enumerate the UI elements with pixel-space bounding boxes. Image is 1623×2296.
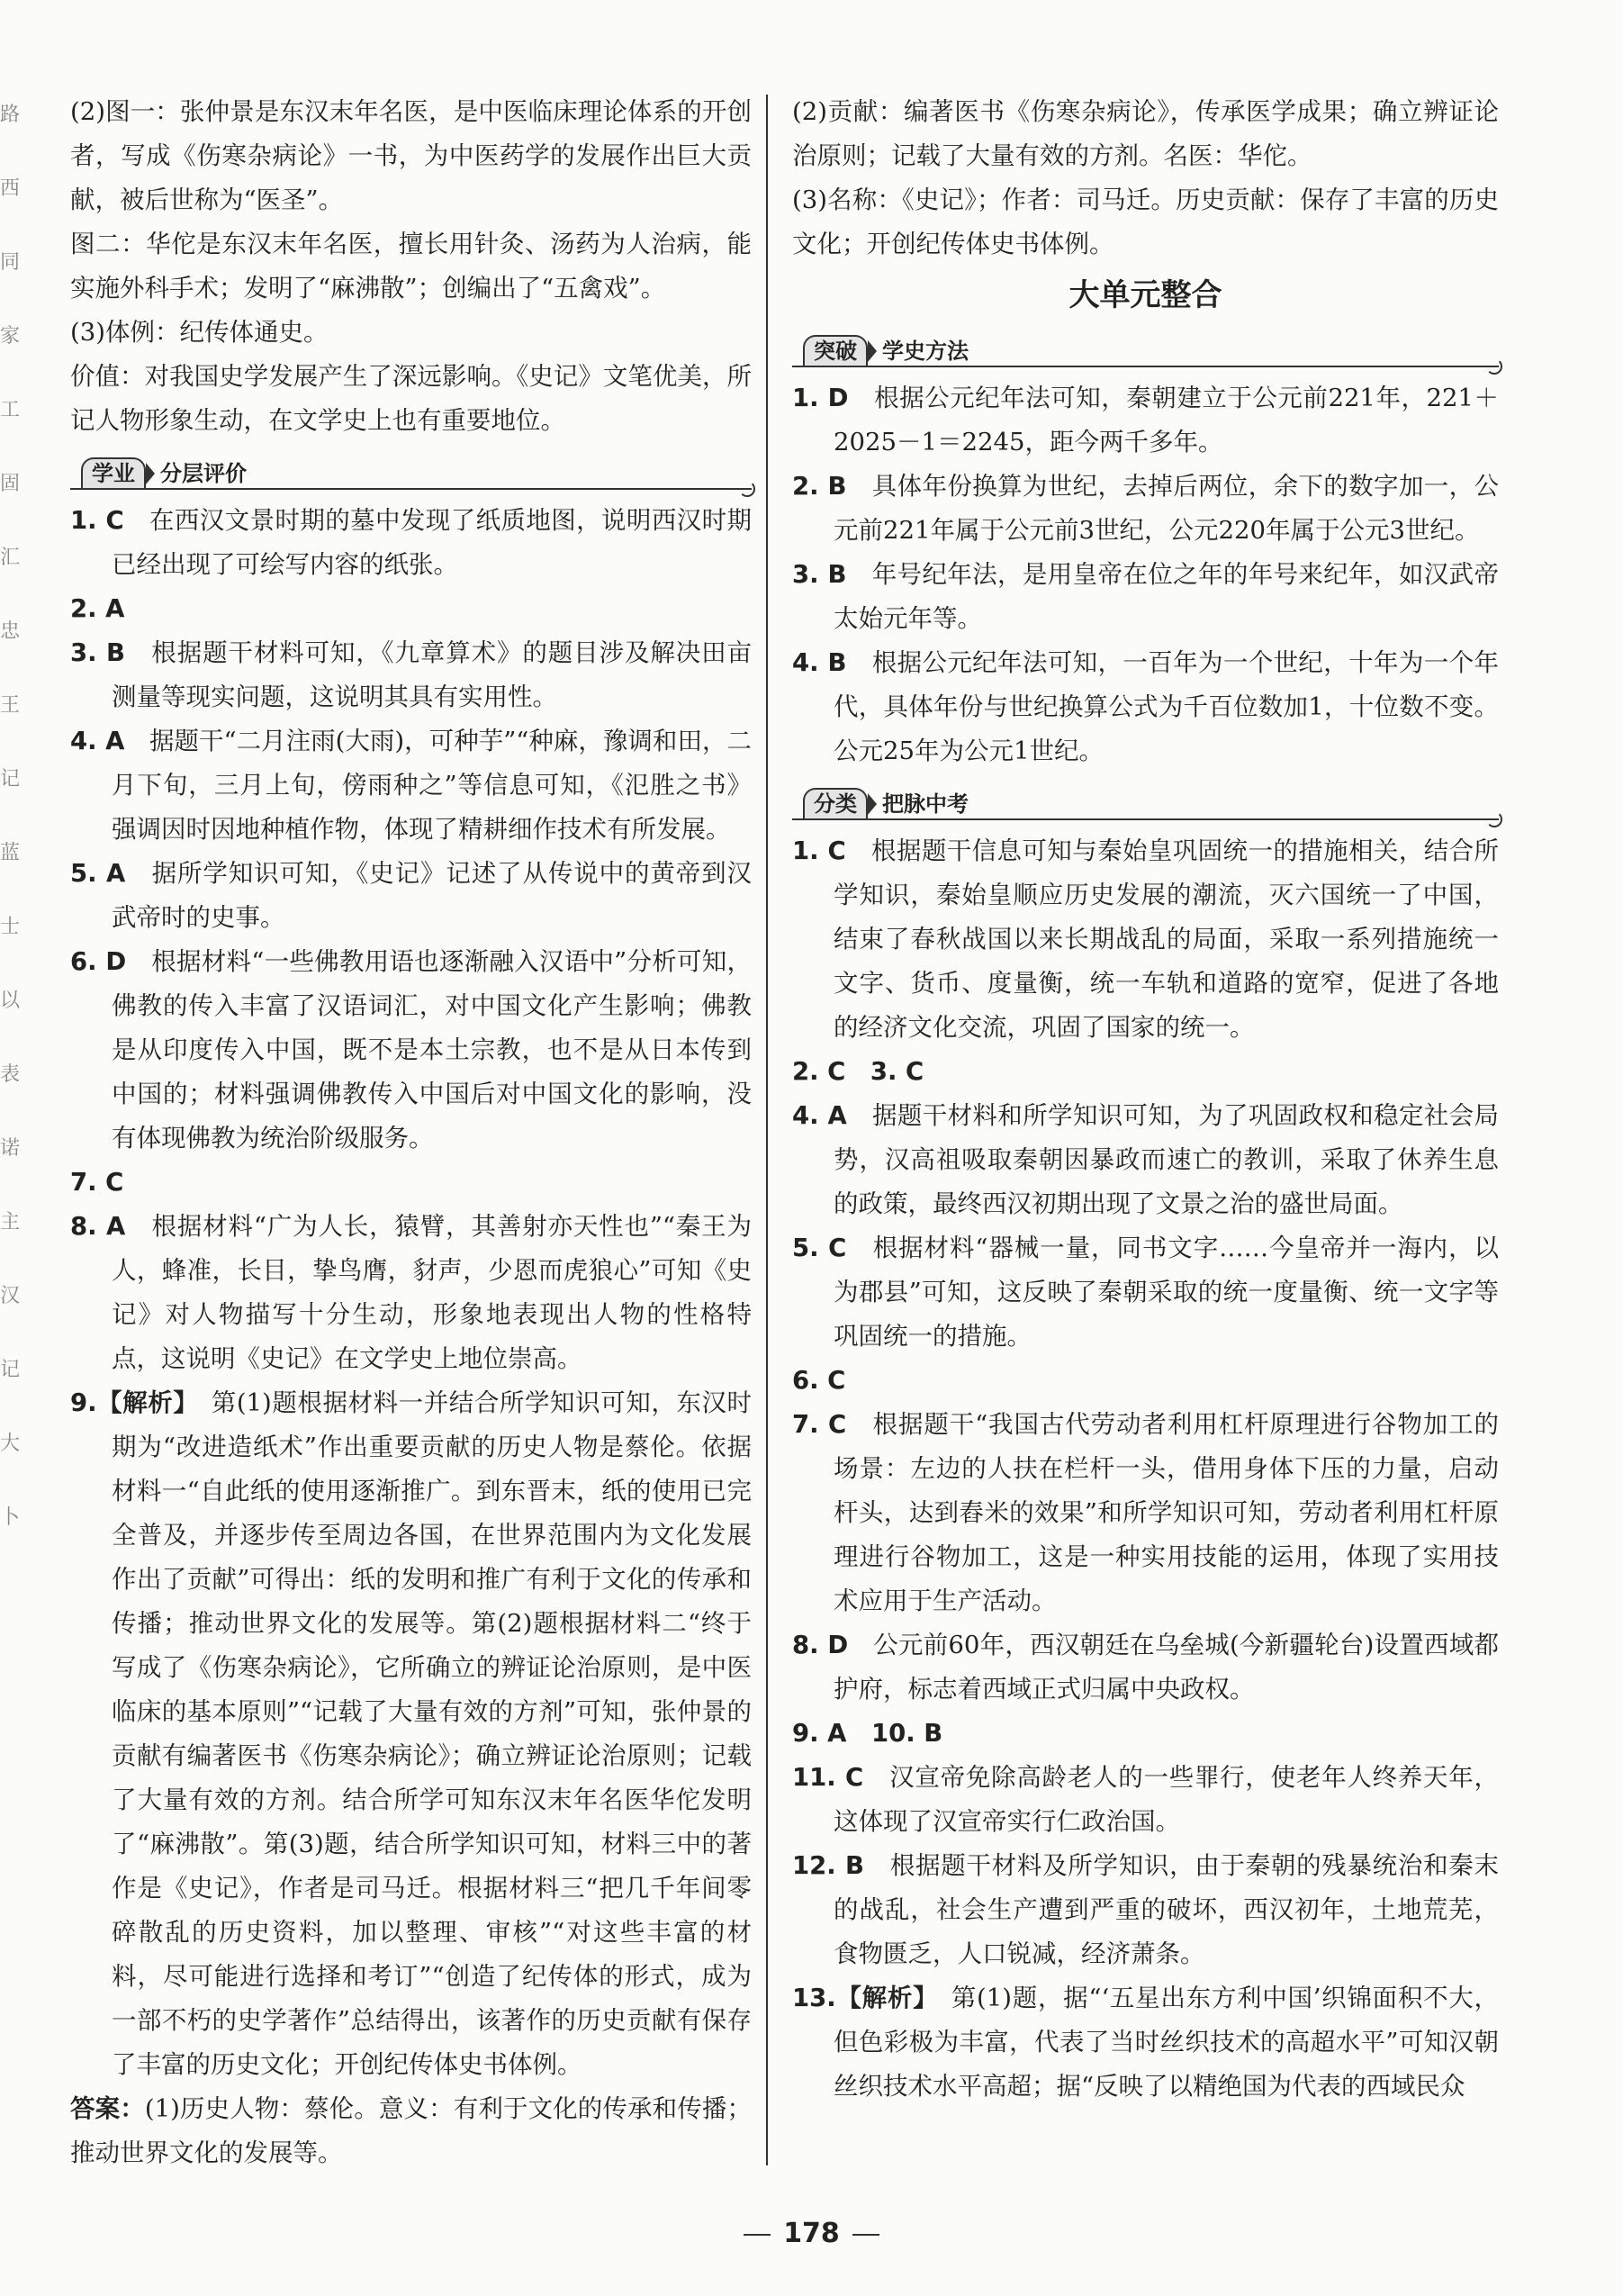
answer-paragraph — [70, 2087, 752, 2175]
page-number — [0, 2218, 1623, 2249]
answer-list — [70, 499, 752, 2087]
answer-explanation: 具体年份换算为世纪，去掉后两位，余下的数字加一，公元前221年属于公元前3世纪，公元220年属于公元3世纪。 — [834, 472, 1499, 545]
answer-item — [792, 829, 1499, 1050]
answer-explanation: 根据题干材料及所学知识，由于秦朝的残暴统治和秦末的战乱，社会生产遭到严重的破坏，西汉初年，土地荒芜，食物匮乏，人口锐减，经济萧条。 — [834, 1851, 1499, 1968]
answer-number: 12. B — [792, 1851, 864, 1880]
answer-item — [792, 465, 1499, 553]
answer-number: 5. C — [792, 1234, 847, 1262]
answer-item — [70, 852, 752, 940]
edge-char: 记 — [0, 1359, 21, 1381]
answer-item — [70, 587, 752, 631]
unit-title: 大单元整合 — [1068, 277, 1222, 313]
page-dash-left — [744, 2234, 771, 2236]
edge-char: 汇 — [0, 547, 21, 569]
answer-explanation: 根据题干“我国古代劳动者利用杠杆原理进行谷物加工的场景：左边的人扶在栏杆一头，借用身体下压的力量，启动杆头，达到舂米的效果”和所学知识可知，劳动者利用杠杆原理进行谷物加工，这是一种实用技能的运用，体现了实用技术应用于生产活动。 — [834, 1410, 1500, 1615]
answer-list — [792, 829, 1499, 2109]
edge-char: 主 — [0, 1211, 21, 1234]
edge-char: 王 — [0, 694, 21, 717]
answer-number: 8. D — [792, 1631, 849, 1659]
edge-char: 忠 — [0, 620, 21, 643]
answer-explanation: 根据题干信息可知与秦始皇巩固统一的措施相关，结合所学知识，秦始皇顺应历史发展的潮流，灭六国统一了中国，结束了春秋战国以来长期战乱的局面，采取一系列措施统一文字、货币、度量衡，统一车轨和道路的宽窄，促进了各地的经济文化交流，巩固了国家的统一。 — [834, 836, 1500, 1042]
answer-item — [70, 719, 752, 852]
answer-label: 答案： — [70, 2094, 145, 2123]
edge-char: 路 — [0, 104, 21, 126]
edge-char: 记 — [0, 768, 21, 791]
answer-text: (1)历史人物：蔡伦。意义：有利于文化的传承和传播；推动世界文化的发展等。 — [70, 2094, 753, 2167]
left-edge-bleed — [0, 90, 21, 2161]
answer-number: 9. A 10. B — [792, 1719, 943, 1748]
edge-char: 同 — [0, 251, 21, 274]
answer-number: 2. B — [792, 472, 847, 501]
answer-explanation: 公元前60年，西汉朝廷在乌垒城(今新疆轮台)设置西域都护府，标志着西域正式归属中央政权。 — [834, 1631, 1499, 1704]
edge-char: 汉 — [0, 1285, 21, 1307]
answer-number: 6. C — [792, 1366, 846, 1395]
answer-explanation: 根据材料“器械一量，同书文字……今皇帝并一海内，以为郡县”可知，这反映了秦朝采取的统一度量衡、统一文字等巩固统一的措施。 — [834, 1234, 1499, 1351]
edge-char: 表 — [0, 1063, 21, 1086]
answer-explanation: 第(1)题，据“‘五星出东方利中国’织锦面积不大，但色彩极为丰富，代表了当时丝织技术的高超水平”可知汉朝丝织技术水平高超；据“反映了以精绝国为代表的西域民众 — [834, 1984, 1500, 2101]
answer-number: 8. A — [70, 1212, 126, 1241]
answer-item — [792, 1976, 1499, 2109]
answer-explanation: 根据公元纪年法可知，一百年为一个世纪，十年为一个年代，具体年份与世纪换算公式为千百位数加1，十位数不变。公元25年为公元1世纪。 — [834, 648, 1499, 765]
answer-number: 7. C — [792, 1410, 847, 1439]
column-divider — [766, 95, 768, 2165]
answer-item — [792, 1712, 1499, 1756]
answer-number: 13.【解析】 — [792, 1984, 926, 2012]
answer-item — [792, 1756, 1499, 1844]
answer-explanation: 根据公元纪年法可知，秦朝建立于公元前221年，221＋2025－1＝2245，距今两千多年。 — [834, 384, 1500, 456]
page-number-text: 178 — [783, 2218, 840, 2249]
intro-paragraph: 价值：对我国史学发展产生了深远影响。《史记》文笔优美，所记人物形象生动，在文学史上也有重要地位。 — [70, 362, 752, 435]
answer-number: 2. C 3. C — [792, 1057, 924, 1086]
answer-explanation: 年号纪年法，是用皇帝在位之年的年号来纪年，如汉武帝太始元年等。 — [834, 560, 1499, 633]
answer-item — [792, 1094, 1499, 1226]
edge-char: 卜 — [0, 1506, 21, 1529]
right-column — [792, 90, 1499, 2109]
intro-paragraph: (3)体例：纪传体通史。 — [70, 318, 329, 347]
answer-number: 1. C — [792, 836, 846, 865]
answer-explanation: 根据材料“一些佛教用语也逐渐融入汉语中”分析可知，佛教的传入丰富了汉语词汇，对中国文化产生影响；佛教是从印度传入中国，既不是本土宗教，也不是从日本传到中国的；材料强调佛教传入中国后对中国文化的影响，没有体现佛教为统治阶级服务。 — [112, 947, 753, 1153]
answer-explanation: 第(1)题根据材料一并结合所学知识可知，东汉时期为“改进造纸术”作出重要贡献的历史人物是蔡伦。依据材料一“自此纸的使用逐渐推广。到东晋末，纸的使用已完全普及，并逐步传至周边各国，在世界范围内为文化发展作出了贡献”可得出：纸的发明和推广有利于文化的传承和传播；推动世界文化的发展等。第(2)题根据材料二“终于写成了《伤寒杂病论》，它所确立的辨证论治原则，是中医临床的基本原则”“记载了大量有效的方剂”可知，张仲景的贡献有编著医书《伤寒杂病论》；确立辨证论治原则；记载了大量有效的方剂。结合所学可知东汉末年名医华佗发明了“麻沸散”。第(3)题，结合所学知识可知，材料三中的著作是《史记》，作者是司马迁。根据材料三“把几千年间零碎散乱的历史资料，加以整理、审核”“对这些丰富的材料，尽可能进行选择和考订”“创造了纪传体的形式，成为一部不朽的史学著作”总结得出，该著作的历史贡献有保存了丰富的历史文化；开创纪传体史书体例。 — [112, 1388, 753, 2079]
intro-paragraph: (2)图一：张仲景是东汉末年名医，是中医临床理论体系的开创者，写成《伤寒杂病论》一书，为中医药学的发展作出巨大贡献，被后世称为“医圣”。 — [70, 97, 752, 214]
answer-item — [792, 1844, 1499, 1976]
answer-item — [792, 1403, 1499, 1623]
edge-char: 以 — [0, 990, 21, 1012]
section-header-exam-focus — [792, 781, 1499, 820]
answer-explanation: 根据题干材料可知，《九章算术》的题目涉及解决田亩测量等现实问题，这说明其具有实用性。 — [112, 638, 753, 711]
answer-item — [792, 376, 1499, 465]
arrow-icon — [868, 793, 877, 815]
answer-number: 3. B — [792, 560, 847, 589]
answer-item — [792, 1050, 1499, 1094]
edge-char: 工 — [0, 399, 21, 421]
section-tab-label: 突破 — [803, 335, 868, 366]
section-header-history-methods — [792, 328, 1499, 367]
section-tab-label: 学业 — [81, 457, 146, 488]
answer-item — [70, 1161, 752, 1205]
answer-number: 6. D — [70, 947, 127, 976]
answer-number: 2. A — [70, 594, 125, 623]
answer-number: 5. A — [70, 859, 126, 888]
answer-number: 1. C — [70, 506, 124, 535]
answer-list — [792, 376, 1499, 773]
edge-char: 士 — [0, 916, 21, 938]
answer-explanation: 据题干材料和所学知识可知，为了巩固政权和稳定社会局势，汉高祖吸取秦朝因暴政而速亡的教训，采取了休养生息的政策，最终西汉初期出现了文景之治的盛世局面。 — [834, 1101, 1499, 1218]
answer-item — [792, 641, 1499, 773]
section-subtitle: 把脉中考 — [882, 791, 969, 817]
answer-item — [70, 940, 752, 1161]
answer-number: 11. C — [792, 1763, 864, 1792]
page-dash-right — [852, 2234, 879, 2236]
left-column — [70, 90, 752, 2175]
answer-explanation: 据题干“二月注雨(大雨)，可种芋”“种麻，豫调和田，二月下旬，三月上旬，傍雨种之”等信息可知，《氾胜之书》强调因时因地种植作物，体现了精耕细作技术有所发展。 — [112, 727, 752, 844]
arrow-icon — [146, 463, 155, 484]
edge-char: 固 — [0, 473, 21, 495]
answer-explanation: 据所学知识可知，《史记》记述了从传说中的黄帝到汉武帝时的史事。 — [112, 859, 753, 932]
answer-number: 4. B — [792, 648, 847, 677]
answer-number: 3. B — [70, 638, 126, 667]
arrow-icon — [868, 340, 877, 362]
intro-paragraph: 图二：华佗是东汉末年名医，擅长用针灸、汤药为人治病，能实施外科手术；发明了“麻沸散”；创编出了“五禽戏”。 — [70, 230, 752, 303]
answer-item — [70, 499, 752, 587]
edge-char: 蓝 — [0, 842, 21, 864]
answer-item — [70, 631, 752, 719]
intro-paragraph: (3)名称：《史记》；作者：司马迁。历史贡献：保存了丰富的历史文化；开创纪传体史书体例。 — [792, 185, 1499, 258]
answer-item — [792, 553, 1499, 641]
section-header-layered-evaluation — [70, 450, 752, 490]
section-subtitle: 学史方法 — [882, 339, 969, 364]
answer-number: 9.【解析】 — [70, 1388, 186, 1417]
edge-char: 诺 — [0, 1137, 21, 1160]
answer-explanation: 在西汉文景时期的墓中发现了纸质地图，说明西汉时期已经出现了可绘写内容的纸张。 — [112, 506, 752, 579]
answer-explanation: 汉宣帝免除高龄老人的一些罪行，使老年人终养天年，这体现了汉宣帝实行仁政治国。 — [834, 1763, 1499, 1836]
answer-item — [70, 1381, 752, 2087]
section-tab-label: 分类 — [803, 788, 868, 818]
edge-char: 家 — [0, 325, 21, 348]
answer-number: 4. A — [792, 1101, 847, 1130]
curl-ornament-icon — [1486, 811, 1502, 827]
edge-char: 大 — [0, 1433, 21, 1455]
answer-number: 1. D — [792, 384, 849, 412]
curl-ornament-icon — [739, 481, 755, 497]
answer-item — [792, 1623, 1499, 1712]
section-subtitle: 分层评价 — [160, 461, 247, 486]
answer-item — [792, 1226, 1499, 1359]
answer-item — [70, 1205, 752, 1381]
answer-number: 4. A — [70, 727, 125, 755]
edge-char: 西 — [0, 177, 21, 200]
curl-ornament-icon — [1486, 358, 1502, 375]
answer-explanation: 根据材料“广为人长，猿臂，其善射亦天性也”“秦王为人，蜂准，长目，挚鸟膺，豺声，少恩而虎狼心”可知《史记》对人物描写十分生动，形象地表现出人物的性格特点，这说明《史记》在文学史上地位崇高。 — [112, 1212, 752, 1373]
intro-paragraph: (2)贡献：编著医书《伤寒杂病论》，传承医学成果；确立辨证论治原则；记载了大量有效的方剂。名医：华佗。 — [792, 97, 1499, 170]
answer-number: 7. C — [70, 1168, 124, 1197]
answer-item — [792, 1359, 1499, 1403]
